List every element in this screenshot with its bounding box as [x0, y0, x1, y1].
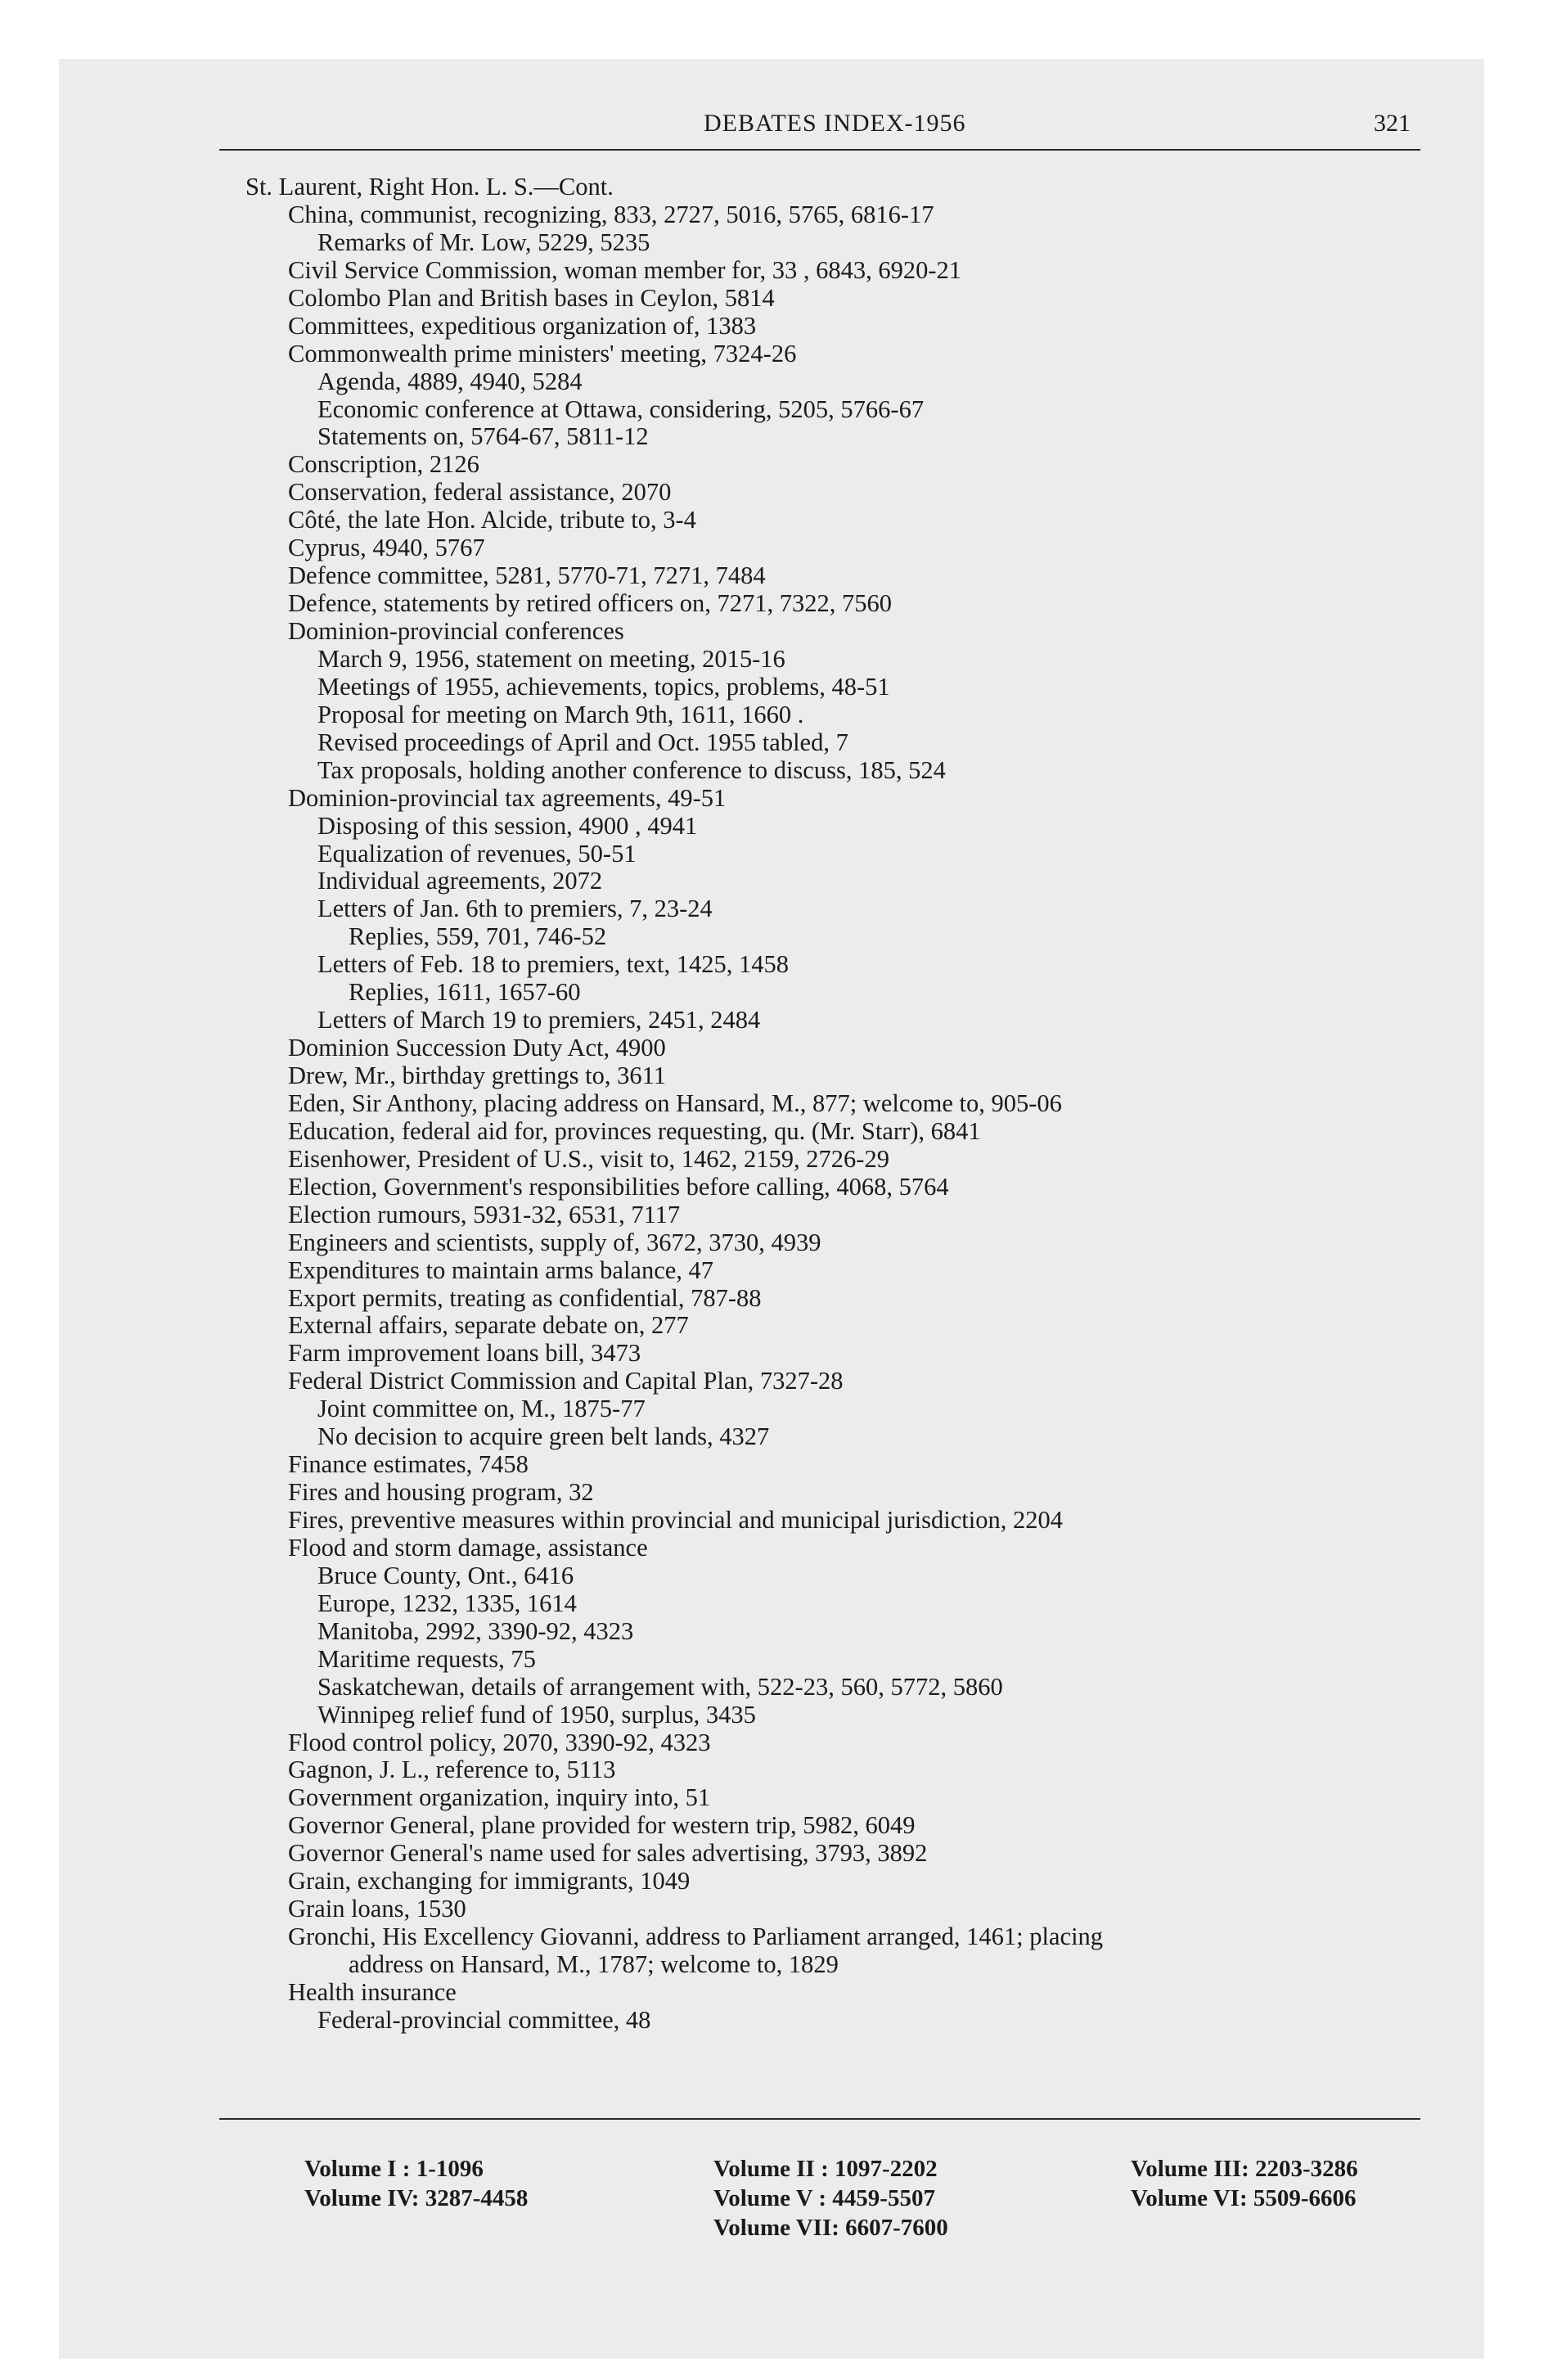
index-entry: Gagnon, J. L., reference to, 5113	[288, 1756, 616, 1784]
volume-column-2	[713, 2154, 948, 2243]
index-entry: Education, federal aid for, provinces requesting, qu. (Mr. Starr), 6841	[288, 1116, 981, 1145]
index-entry: Meetings of 1955, achievements, topics, problems, 48-51	[317, 672, 890, 701]
index-entry: Replies, 1611, 1657-60	[349, 978, 581, 1007]
index-entry: Health insurance	[288, 1977, 457, 2006]
index-entry: March 9, 1956, statement on meeting, 2015-16	[317, 644, 785, 673]
index-entry: Governor General's name used for sales advertising, 3793, 3892	[288, 1839, 928, 1868]
index-entry: Economic conference at Ottawa, considering, 5205, 5766-67	[317, 394, 925, 423]
index-entry: Flood and storm damage, assistance	[288, 1533, 648, 1562]
index-entry: Individual agreements, 2072	[317, 867, 603, 895]
index-entry: Manitoba, 2992, 3390-92, 4323	[317, 1616, 634, 1645]
running-head: DEBATES INDEX-1956	[704, 110, 966, 137]
index-entry: Revised proceedings of April and Oct. 1955 tabled, 7	[317, 728, 848, 756]
index-entry: Federal District Commission and Capital Plan, 7327-28	[288, 1367, 844, 1395]
index-entry: Letters of Feb. 18 to premiers, text, 1425, 1458	[317, 950, 790, 979]
index-entry: Commonwealth prime ministers' meeting, 7324-26	[288, 339, 797, 367]
index-entry: Winnipeg relief fund of 1950, surplus, 3435	[317, 1700, 756, 1729]
index-entry: Eisenhower, President of U.S., visit to, 1462, 2159, 2726-29	[288, 1144, 889, 1173]
volume-key	[304, 2154, 1409, 2244]
volume-column-3	[1131, 2154, 1358, 2213]
index-entry: China, communist, recognizing, 833, 2727, 5016, 5765, 6816-17	[288, 200, 934, 228]
volume-range: Volume V : 4459-5507	[713, 2185, 935, 2211]
index-entry: Defence committee, 5281, 5770-71, 7271, 7484	[288, 561, 766, 590]
index-entry: Dominion-provincial tax agreements, 49-51	[288, 783, 727, 812]
index-entry: Letters of March 19 to premiers, 2451, 2484	[317, 1006, 761, 1034]
index-entry: Remarks of Mr. Low, 5229, 5235	[317, 228, 650, 256]
footer-rule	[219, 2118, 1420, 2120]
index-entry: Expenditures to maintain arms balance, 47	[288, 1255, 714, 1284]
index-entry: Defence, statements by retired officers on, 7271, 7322, 7560	[288, 589, 893, 618]
index-entry: Joint committee on, M., 1875-77	[317, 1395, 646, 1423]
index-entry: Cyprus, 4940, 5767	[288, 534, 485, 562]
volume-range: Volume I : 1-1096	[304, 2156, 484, 2182]
index-entry: address on Hansard, M., 1787; welcome to, 1829	[349, 1950, 839, 1978]
index-entry: Statements on, 5764-67, 5811-12	[317, 422, 649, 451]
volume-range: Volume IV: 3287-4458	[304, 2185, 529, 2211]
volume-range: Volume II : 1097-2202	[713, 2156, 938, 2182]
index-entry: Conscription, 2126	[288, 450, 479, 479]
index-entry: Disposing of this session, 4900 , 4941	[317, 811, 698, 840]
index-entry: Governor General, plane provided for western trip, 5982, 6049	[288, 1811, 916, 1840]
index-entry: Dominion-provincial conferences	[288, 617, 624, 645]
index-entry: Replies, 559, 701, 746-52	[349, 922, 607, 951]
index-entry: Flood control policy, 2070, 3390-92, 4323	[288, 1728, 711, 1756]
page-header	[219, 100, 1420, 151]
volume-column-1	[304, 2154, 528, 2213]
volume-range: Volume III: 2203-3286	[1131, 2156, 1358, 2182]
index-entry: Gronchi, His Excellency Giovanni, address to Parliament arranged, 1461; placing	[288, 1922, 1104, 1951]
index-entry: Conservation, federal assistance, 2070	[288, 478, 672, 507]
index-entry: Fires and housing program, 32	[288, 1478, 594, 1507]
index-entry: Proposal for meeting on March 9th, 1611, 1660 .	[317, 700, 804, 728]
index-entry: Election, Government's responsibilities before calling, 4068, 5764	[288, 1172, 949, 1201]
index-entry: Grain, exchanging for immigrants, 1049	[288, 1867, 691, 1895]
index-entry: Agenda, 4889, 4940, 5284	[317, 367, 583, 395]
index-entry: No decision to acquire green belt lands, 4327	[317, 1422, 770, 1451]
volume-range: Volume VII: 6607-7600	[713, 2215, 948, 2241]
index-entry: Fires, preventive measures within provincial and municipal jurisdiction, 2204	[288, 1506, 1063, 1534]
index-entry: Engineers and scientists, supply of, 3672, 3730, 4939	[288, 1228, 821, 1256]
index-entry: Tax proposals, holding another conference to discuss, 185, 524	[317, 755, 946, 784]
index-entry: Export permits, treating as confidential, 787-88	[288, 1283, 762, 1312]
index-entry: Drew, Mr., birthday grettings to, 3611	[288, 1062, 666, 1089]
index-entry: Election rumours, 5931-32, 6531, 7117	[288, 1200, 681, 1228]
index-entry: Colombo Plan and British bases in Ceylon, 5814	[288, 283, 775, 312]
index-entry: Dominion Succession Duty Act, 4900	[288, 1034, 666, 1062]
index-entry: Committees, expeditious organization of, 1383	[288, 311, 757, 340]
volume-range: Volume VI: 5509-6606	[1131, 2185, 1357, 2211]
index-entry: Equalization of revenues, 50-51	[317, 839, 637, 868]
index-entry: External affairs, separate debate on, 277	[288, 1311, 689, 1340]
index-heading: St. Laurent, Right Hon. L. S.—Cont.	[245, 173, 614, 201]
index-entry: Finance estimates, 7458	[288, 1450, 529, 1479]
index-entry: Côté, the late Hon. Alcide, tribute to, 3-4	[288, 506, 696, 534]
index-entry: Europe, 1232, 1335, 1614	[317, 1589, 577, 1617]
index-entry: Government organization, inquiry into, 51	[288, 1783, 711, 1812]
index-entry: Letters of Jan. 6th to premiers, 7, 23-24	[317, 895, 713, 923]
index-entry: Eden, Sir Anthony, placing address on Hansard, M., 877; welcome to, 905-06	[288, 1089, 1062, 1117]
index-entry: Farm improvement loans bill, 3473	[288, 1339, 641, 1368]
index-entries	[245, 174, 1424, 2035]
index-entry: Saskatchewan, details of arrangement with, 522-23, 560, 5772, 5860	[317, 1672, 1003, 1701]
index-entry: Bruce County, Ont., 6416	[317, 1561, 574, 1589]
page-number: 321	[1374, 110, 1411, 137]
index-entry: Federal-provincial committee, 48	[317, 2005, 651, 2034]
index-entry: Civil Service Commission, woman member for, 33 , 6843, 6920-21	[288, 255, 962, 284]
index-entry: Maritime requests, 75	[317, 1644, 536, 1673]
index-entry: Grain loans, 1530	[288, 1895, 466, 1923]
